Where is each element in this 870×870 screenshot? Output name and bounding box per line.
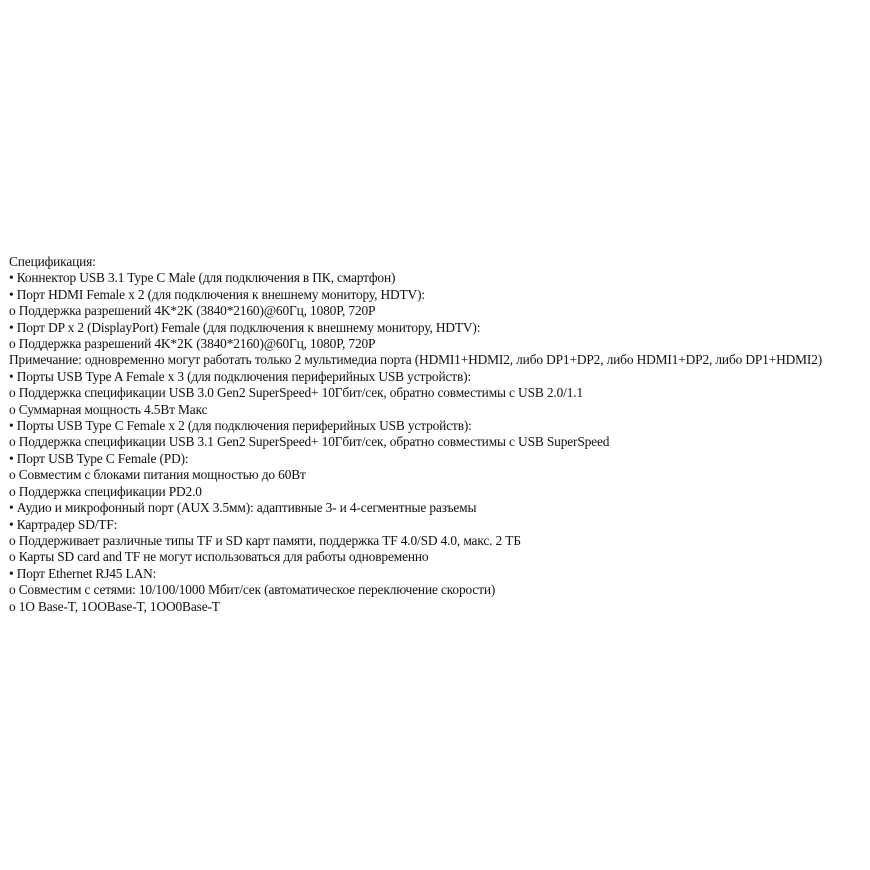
spec-line-usb-c-spec: o Поддержка спецификации USB 3.1 Gen2 SuperSpeed+ 10Гбит/сек, обратно совместимы с USB SuperSpeed bbox=[9, 434, 610, 450]
specification-text bbox=[9, 254, 864, 615]
spec-line-pd-port: • Порт USB Type C Female (PD): bbox=[9, 450, 189, 466]
spec-line-hdmi-ports: • Порт HDMI Female x 2 (для подключения к внешнему монитору, HDTV): bbox=[9, 286, 425, 302]
spec-line-pd-spec: o Поддержка спецификации PD2.0 bbox=[9, 483, 202, 499]
spec-line-usb-a-power: o Суммарная мощность 4.5Вт Макс bbox=[9, 401, 208, 417]
spec-line-usb-c-ports: • Порты USB Type C Female x 2 (для подключения периферийных USB устройств): bbox=[9, 418, 472, 434]
spec-line-pd-power: o Совместим с блоками питания мощностью до 60Вт bbox=[9, 467, 306, 483]
spec-line-card-note: o Карты SD card and TF не могут использоваться для работы одновременно bbox=[9, 549, 429, 565]
spec-line-ethernet-speed: o Совместим с сетями: 10/100/1000 Мбит/сек (автоматическое переключение скорости) bbox=[9, 582, 496, 598]
spec-line-hdmi-resolution: o Поддержка разрешений 4K*2K (3840*2160)@60Гц, 1080P, 720P bbox=[9, 303, 376, 319]
spec-line-audio-port: • Аудио и микрофонный порт (AUX 3.5мм): адаптивные 3- и 4-сегментные разъемы bbox=[9, 500, 477, 516]
spec-line-card-types: o Поддерживает различные типы TF и SD карт памяти, поддержка TF 4.0/SD 4.0, макс. 2 ТБ bbox=[9, 532, 521, 548]
spec-line-usb-c-male: • Коннектор USB 3.1 Type C Male (для подключения в ПК, смартфон) bbox=[9, 270, 396, 286]
spec-line-dp-resolution: o Поддержка разрешений 4K*2K (3840*2160)@60Гц, 1080P, 720P bbox=[9, 336, 376, 352]
spec-line-dp-ports: • Порт DP x 2 (DisplayPort) Female (для подключения к внешнему монитору, HDTV): bbox=[9, 319, 481, 335]
spec-line-note: Примечание: одновременно могут работать только 2 мультимедиа порта (HDMI1+HDMI2, либо DP1+DP2, либо HDMI1+DP2, либо DP1+HDMI2) bbox=[9, 352, 823, 368]
spec-line-usb-a-ports: • Порты USB Type A Female x 3 (для подключения периферийных USB устройств): bbox=[9, 368, 472, 384]
spec-line-ethernet: • Порт Ethernet RJ45 LAN: bbox=[9, 565, 157, 581]
spec-line-usb-a-spec: o Поддержка спецификации USB 3.0 Gen2 SuperSpeed+ 10Гбит/сек, обратно совместимы с USB 2.0/1.1 bbox=[9, 385, 583, 401]
spec-line-card-reader: • Картрадер SD/TF: bbox=[9, 516, 118, 532]
spec-heading: Спецификация: bbox=[9, 254, 96, 269]
spec-line-ethernet-standards: o 1O Base-T, 1OOBase-T, 1OO0Base-T bbox=[9, 598, 220, 614]
